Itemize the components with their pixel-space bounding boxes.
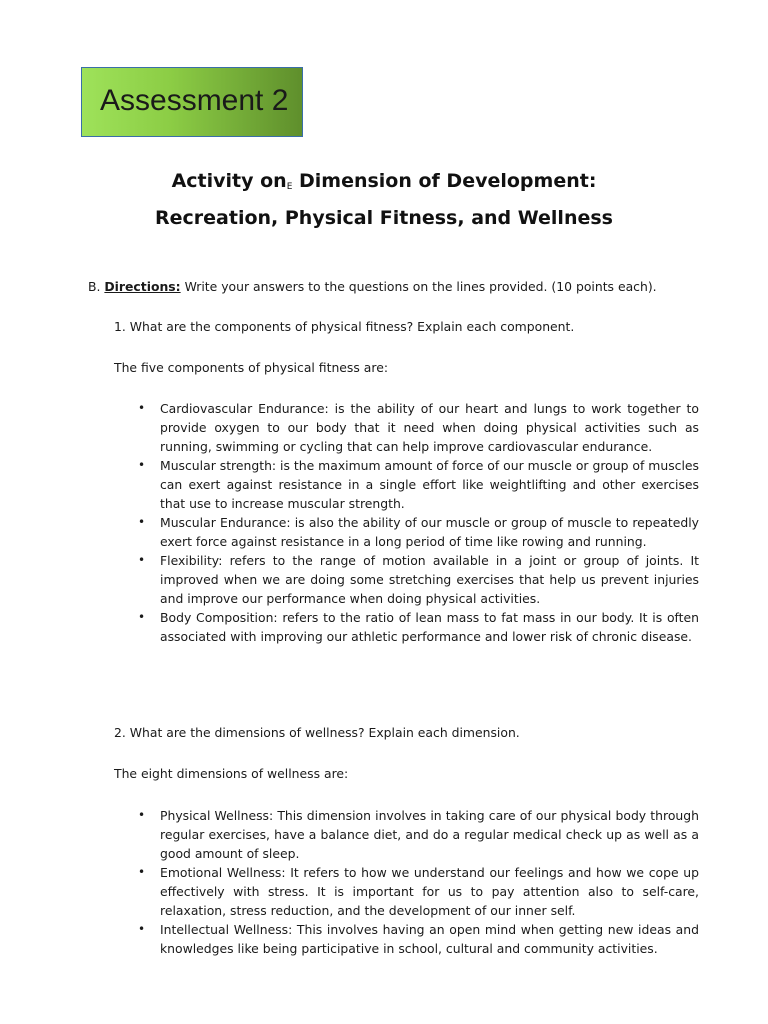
list-item-text: Intellectual Wellness: This involves having an open mind when getting new ideas and knowledges like being participative in school, cultural and community activities. xyxy=(160,922,699,956)
question-1: 1. What are the components of physical fitness? Explain each component. xyxy=(114,319,575,334)
question-1-intro: The five components of physical fitness are: xyxy=(114,360,388,375)
list-item-text: Body Composition: refers to the ratio of lean mass to fat mass in our body. It is often associated with improving our athletic performance and lower risk of chronic disease. xyxy=(160,610,699,644)
physical-fitness-list xyxy=(138,399,699,646)
directions-line xyxy=(88,279,657,294)
page-title-line-1 xyxy=(0,170,768,192)
bullet-icon: • xyxy=(138,553,146,567)
list-item xyxy=(138,399,699,456)
bullet-icon: • xyxy=(138,808,146,822)
bullet-icon: • xyxy=(138,610,146,624)
title-part-b: Dimension of Development: xyxy=(292,170,597,192)
bullet-icon: • xyxy=(138,515,146,529)
assessment-badge xyxy=(81,67,303,137)
list-item-text: Cardiovascular Endurance: is the ability of our heart and lungs to work together to provide oxygen to our body that it need when doing physical activities such as running, swimming or cycling that can help improve cardiovascular endurance. xyxy=(160,401,699,454)
question-2: 2. What are the dimensions of wellness? Explain each dimension. xyxy=(114,725,520,740)
list-item xyxy=(138,608,699,646)
bullet-icon: • xyxy=(138,458,146,472)
list-item xyxy=(138,513,699,551)
directions-prefix: B. xyxy=(88,279,105,294)
page-title-line-2: Recreation, Physical Fitness, and Wellness xyxy=(155,207,613,229)
list-item xyxy=(138,806,699,863)
list-item xyxy=(138,920,699,958)
directions-text: Write your answers to the questions on the lines provided. (10 points each). xyxy=(180,279,657,294)
list-item-text: Physical Wellness: This dimension involves in taking care of our physical body through regular exercises, have a balance diet, and do a regular medical check up as well as a good amount of sleep. xyxy=(160,808,699,861)
assessment-badge-label: Assessment 2 xyxy=(100,84,289,117)
bullet-icon: • xyxy=(138,922,146,936)
list-item xyxy=(138,456,699,513)
list-item-text: Muscular Endurance: is also the ability of our muscle or group of muscle to repeatedly exert force against resistance in a long period of time like rowing and running. xyxy=(160,515,699,549)
title-subscript-e: E xyxy=(286,182,293,192)
list-item xyxy=(138,551,699,608)
bullet-icon: • xyxy=(138,401,146,415)
bullet-icon: • xyxy=(138,865,146,879)
list-item-text: Emotional Wellness: It refers to how we understand our feelings and how we cope up effectively with stress. It is important for us to pay attention also to self-care, relaxation, stress reduction, and the development of our inner self. xyxy=(160,865,699,918)
directions-label: Directions: xyxy=(104,279,181,294)
list-item xyxy=(138,863,699,920)
list-item-text: Flexibility: refers to the range of motion available in a joint or group of joints. It improved when we are doing some stretching exercises that help us prevent injuries and improve our performance when doing physical activities. xyxy=(160,553,699,606)
wellness-dimensions-list xyxy=(138,806,699,958)
question-2-intro: The eight dimensions of wellness are: xyxy=(114,766,349,781)
list-item-text: Muscular strength: is the maximum amount of force of our muscle or group of muscles can exert against resistance in a single effort like weightlifting and other exercises that use to increase muscular strength. xyxy=(160,458,699,511)
title-part-a: Activity on xyxy=(171,170,287,192)
